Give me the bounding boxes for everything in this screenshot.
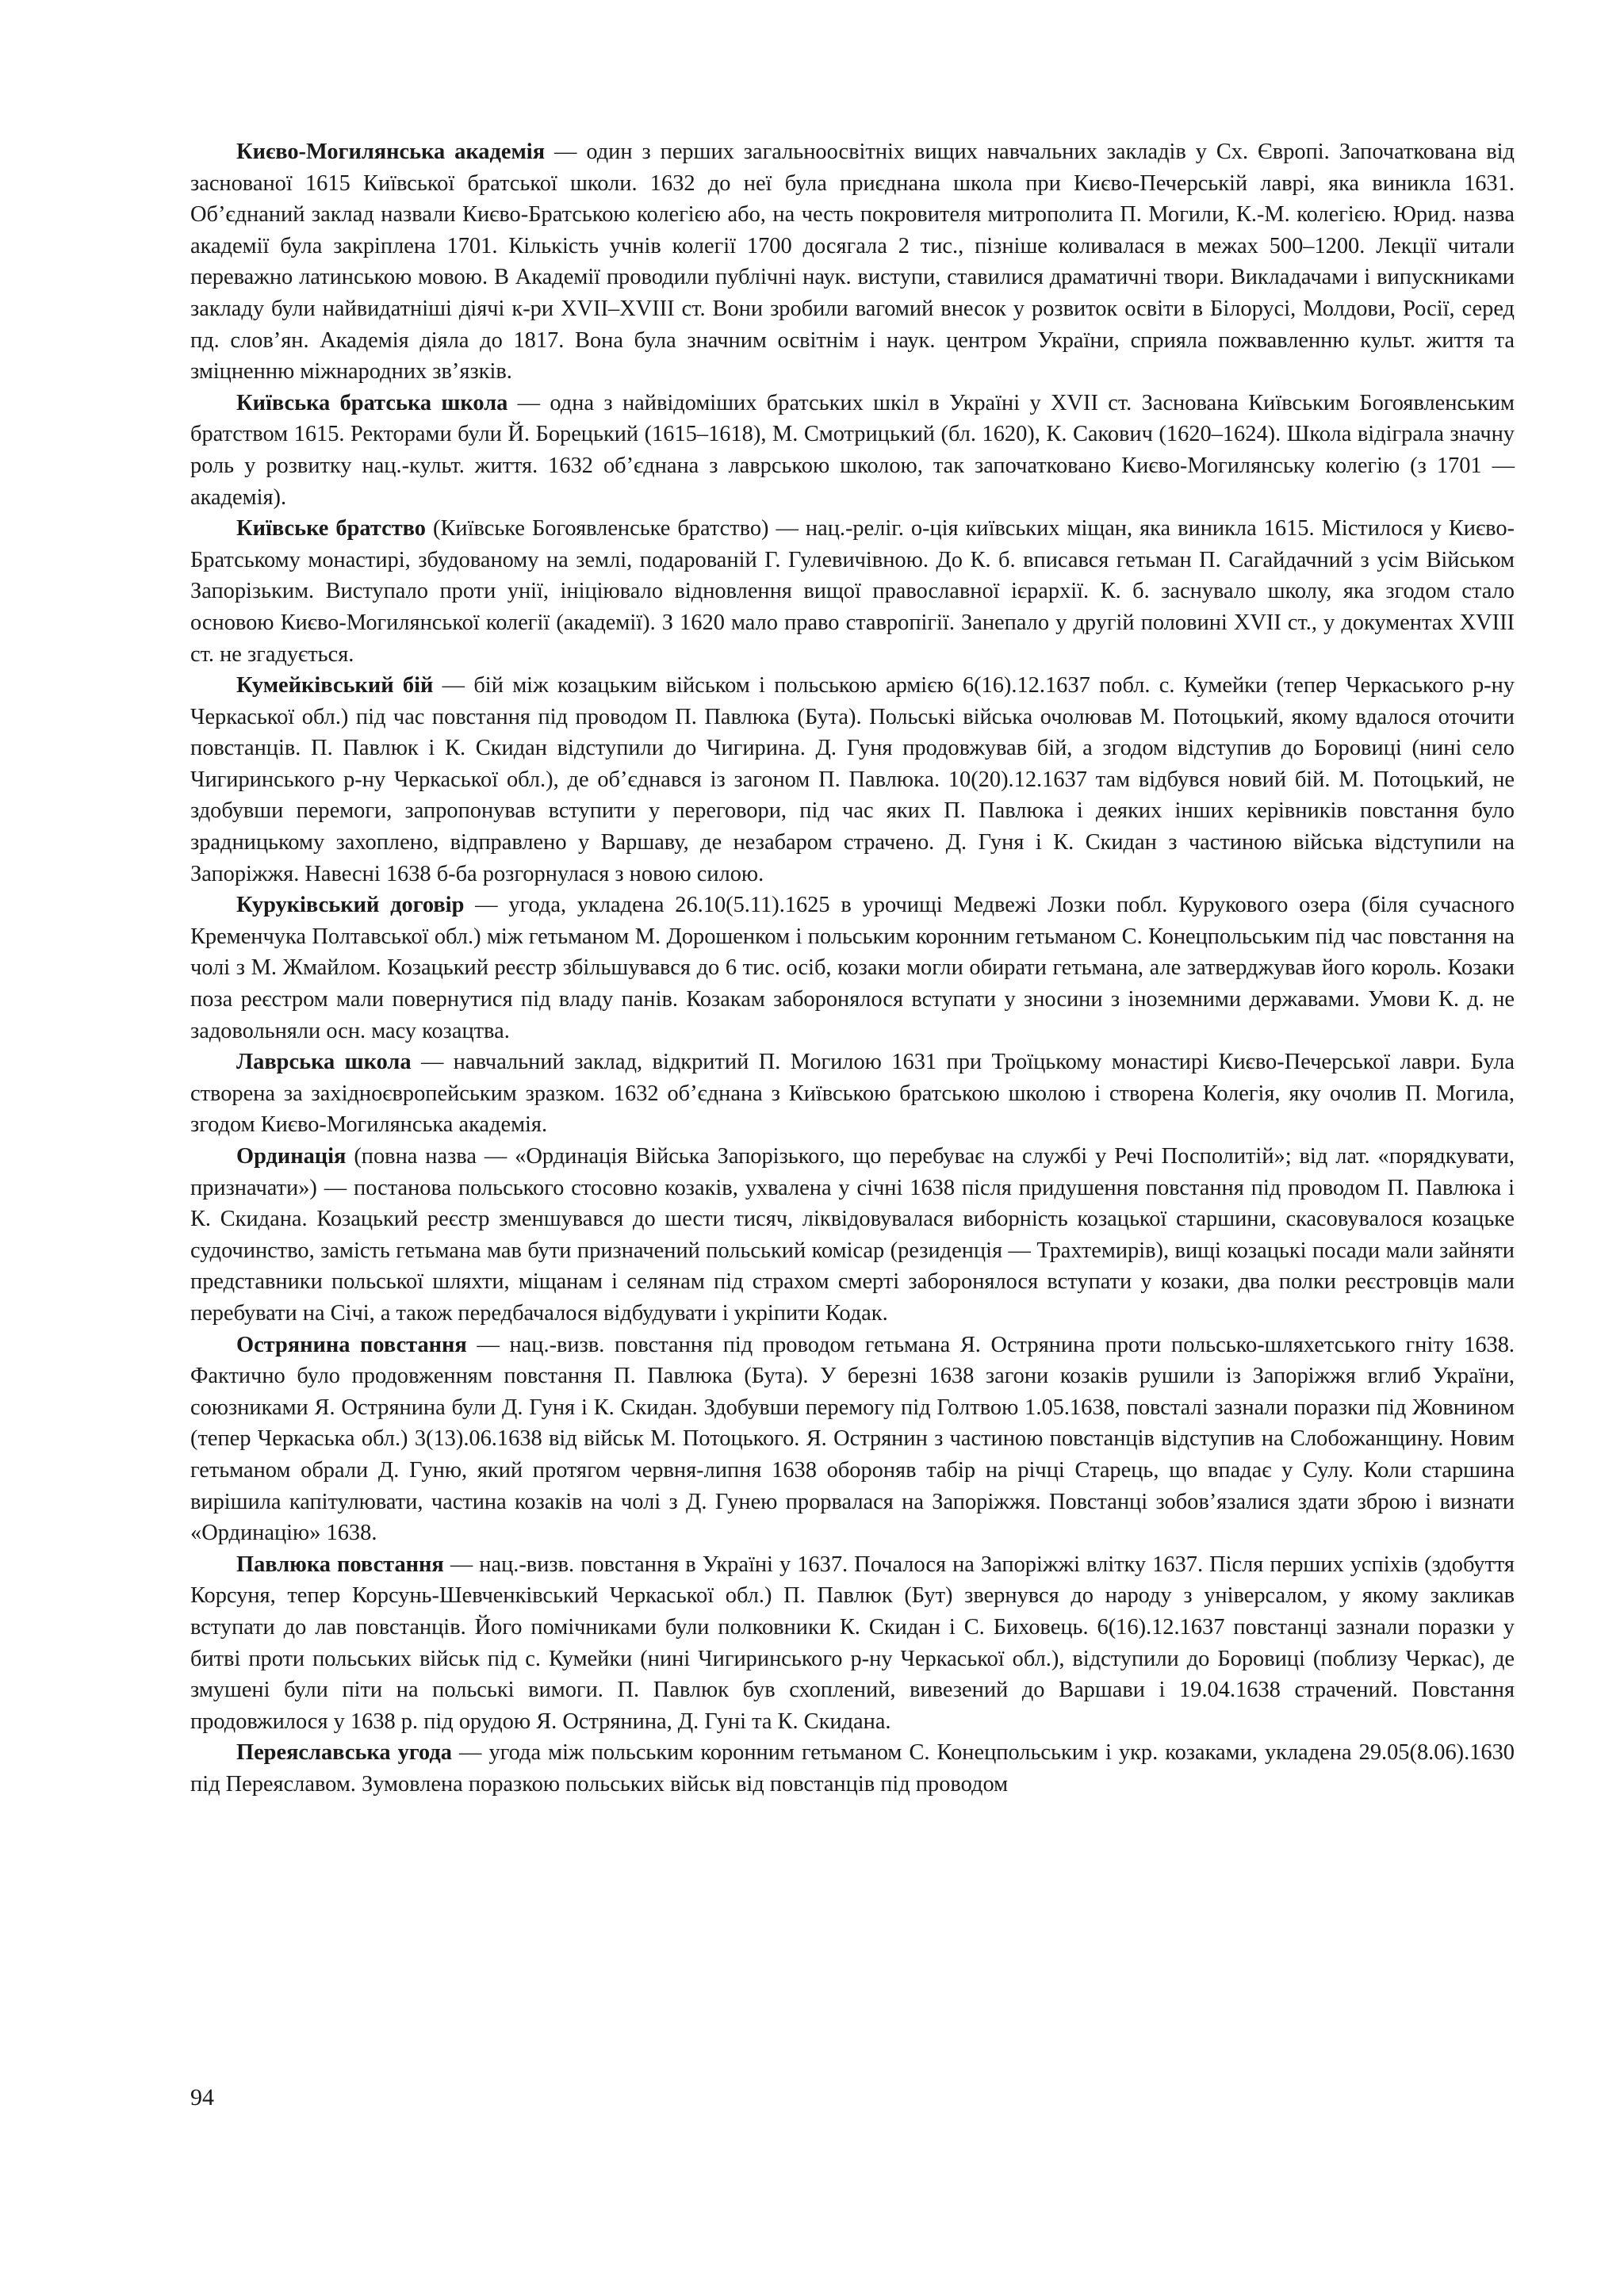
entry-term: Переяславська угода [236, 1740, 452, 1766]
entry-kyivske-bratstvo [190, 513, 1515, 670]
entry-text: — нац.-визв. повстання під проводом гетьмана Я. Острянина проти польсько-шляхетського гніту 1638. Фактично було продовженням повстання П. Павлюка (Бута). У березні 1638 загони козаків рушили із Запоріжжя вглиб України, союзниками Я. Острянина були Д. Гуня і К. Скидан. Здобувши перемогу під Голтвою 1.05.1638, повсталі зазнали поразки під Жовнином (тепер Черкаська обл.) 3(13).06.1638 від військ М. Потоцького. Я. Острянин з частиною повстанців відступив на Слобожанщину. Новим гетьманом обрали Д. Гуню, який протягом червня-липня 1638 обороняв табір на річці Старець, що впадає у Сулу. Коли старшина вирішила капітулювати, частина козаків на чолі з Д. Гунею прорвалася на Запоріжжя. Повстанці зобов’язалися здати зброю і визнати «Ординацію» 1638. [190, 1332, 1515, 1546]
entry-lavrska-shkola [190, 1047, 1515, 1141]
entry-text: — угода, укладена 26.10(5.11).1625 в урочищі Медвежі Лозки побл. Курукового озера (біля сучасного Кременчука Полтавської обл.) між гетьманом М. Дорошенком і польським коронним гетьманом С. Конецпольським під час повстання на чолі з М. Жмайлом. Козацький реєстр збільшувався до 6 тис. осіб, козаки могли обирати гетьмана, але затверджував його король. Козаки поза реєстром мали повернутися під владу панів. Козакам заборонялося вступати у зносини з іноземними державами. Умови К. д. не задовольняли осн. масу козацтва. [190, 893, 1515, 1043]
entry-ordynatsiia [190, 1141, 1515, 1330]
entry-text: (повна назва — «Ординація Війська Запорізького, що перебуває на службі у Речі Посполитій»; від лат. «порядкувати, призначати») — постанова польського стосовно козаків, ухвалена у січні 1638 після придушення повстання під проводом П. Павлюка і К. Скидана. Козацький реєстр зменшувався до шести тисяч, ліквідовувалася виборність козацької старшини, скасовувалося козацьке судочинство, замість гетьмана мав бути призначений польський комісар (резиденція — Трахтемирів), вищі козацькі посади мали зайняти представники польської шляхти, міщанам і селянам під страхом смерті заборонялося вступати у козаки, два полки реєстровців мали перебувати на Січі, а також передбачалося відбудувати і укріпити Кодак. [190, 1144, 1515, 1326]
entry-text: — нац.-визв. повстання в Україні у 1637. Почалося на Запоріжжі влітку 1637. Після перших успіхів (здобуття Корсуня, тепер Корсунь-Шевченківський Черкаської обл.) П. Павлюк (Бут) звернувся до народу з універсалом, у якому закликав вступати до лав повстанців. Його помічниками були полковники К. Скидан і С. Биховець. 6(16).12.1637 повстанці зазнали поразки у битві проти польських військ під с. Кумейки (нині Чигиринського р-ну Черкаської обл.), відступили до Боровиці (поблизу Черкас), де змушені були піти на польські вимоги. П. Павлюк був схоплений, вивезений до Варшави і 19.04.1638 страчений. Повстання продовжилося у 1638 р. під орудою Я. Острянина, Д. Гуні та К. Скидана. [190, 1552, 1515, 1734]
entry-kurukivskyi-dohovir [190, 890, 1515, 1047]
entry-term: Ординація [236, 1144, 347, 1169]
entry-text: — угода між польським коронним гетьманом С. Конецпольським і укр. козаками, укладена 29.05(8.06).1630 під Переяславом. Зумовлена поразкою польських військ від повстанців під проводом [190, 1740, 1515, 1797]
entry-term: Кумейківський бій [236, 673, 434, 698]
entry-term: Куруківський договір [236, 893, 465, 918]
entry-ostrianyna-povstannia [190, 1330, 1515, 1549]
entry-kyievo-mohylianska-akademiia [190, 136, 1515, 388]
page-number: 94 [190, 2084, 214, 2110]
entry-term: Київська братська школа [236, 390, 508, 415]
entry-text: — бій між козацьким військом і польською армією 6(16).12.1637 побл. с. Кумейки (тепер Черкаського р-ну Черкаської обл.) під час повстання під проводом П. Павлюка (Бута). Польські війська очолював М. Потоцький, якому вдалося оточити повстанців. П. Павлюк і К. Скидан відступили до Чигирина. Д. Гуня продовжував бій, а згодом відступив до Боровиці (нині село Чигиринського р-ну Черкаської обл.), де об’єднався із загоном П. Павлюка. 10(20).12.1637 там відбувся новий бій. М. Потоцький, не здобувши перемоги, запропонував вступити у переговори, під час яких П. Павлюка і деяких інших керівників повстання було зрадницькому захоплено, відправлено у Варшаву, де незабаром страчено. Д. Гуня і К. Скидан з частиною війська відступили на Запоріжжя. Навесні 1638 б-ба розгорнулася з новою силою. [190, 673, 1515, 886]
entry-pavliuka-povstannia [190, 1549, 1515, 1738]
entry-text: — навчальний заклад, відкритий П. Могилою 1631 при Троїцькому монастирі Києво-Печерської лаври. Була створена за західноєвропейським зразком. 1632 об’єднана з Київською братською школою і створена Колегія, яку очолив П. Могила, згодом Києво-Могилянська академія. [190, 1050, 1515, 1138]
page-body [190, 136, 1515, 1800]
entry-term: Києво-Могилянська академія [236, 140, 546, 164]
entry-term: Лаврська школа [236, 1050, 412, 1075]
entry-text: (Київське Богоявленське братство) — нац.-реліг. о-ція київських міщан, яка виникла 1615. Містилося у Києво-Братському монастирі, збудованому на землі, подарованій Г. Гулевичівною. До К. б. вписався гетьман П. Сагайдачний з усім Військом Запорізьким. Виступало проти унії, ініціювало відновлення вищої православної ієрархії. К. б. заснувало школу, яка згодом стало основою Києво-Могилянської колегії (академії). З 1620 мало право ставропігії. Занепало у другій половині XVII ст., у документах XVIII ст. не згадується. [190, 516, 1515, 667]
entry-term: Острянина повстання [236, 1332, 467, 1357]
entry-term: Київське братство [236, 516, 427, 541]
entry-kumeikivskyi-bii [190, 670, 1515, 890]
entry-kyivska-bratska-shkola [190, 388, 1515, 513]
entry-term: Павлюка повстання [236, 1552, 444, 1577]
entry-text: — одна з найвідоміших братських шкіл в Україні у XVII ст. Заснована Київським Богоявленським братством 1615. Ректорами були Й. Борецький (1615–1618), М. Смотрицький (бл. 1620), К. Сакович (1620–1624). Школа відіграла значну роль у розвитку нац.-культ. життя. 1632 об’єднана з лаврською школою, так започатковано Києво-Могилянську колегію (з 1701 — академія). [190, 390, 1515, 510]
entry-pereiaslavska-uhoda [190, 1737, 1515, 1800]
entry-text: — один з перших загальноосвітніх вищих навчальних закладів у Сх. Європі. Започаткована від заснованої 1615 Київської братської школи. 1632 до неї була приєднана школа при Києво-Печерській лаврі, яка виникла 1631. Об’єднаний заклад назвали Києво-Братською колегією або, на честь покровителя митрополита П. Могили, К.-М. колегією. Юрид. назва академії була закріплена 1701. Кількість учнів колегії 1700 досягала 2 тис., пізніше коливалася в межах 500–1200. Лекції читали переважно латинською мовою. В Академії проводили публічні наук. виступи, ставилися драматичні твори. Викладачами і випускниками закладу були найвидатніші діячі к-ри XVII–XVIII ст. Вони зробили вагомий внесок у розвиток освіти в Білорусі, Молдови, Росії, серед пд. слов’ян. Академія діяла до 1817. Вона була значним освітнім і наук. центром України, сприяла пожвавленню культ. життя та зміцненню міжнародних зв’язків. [190, 140, 1515, 385]
